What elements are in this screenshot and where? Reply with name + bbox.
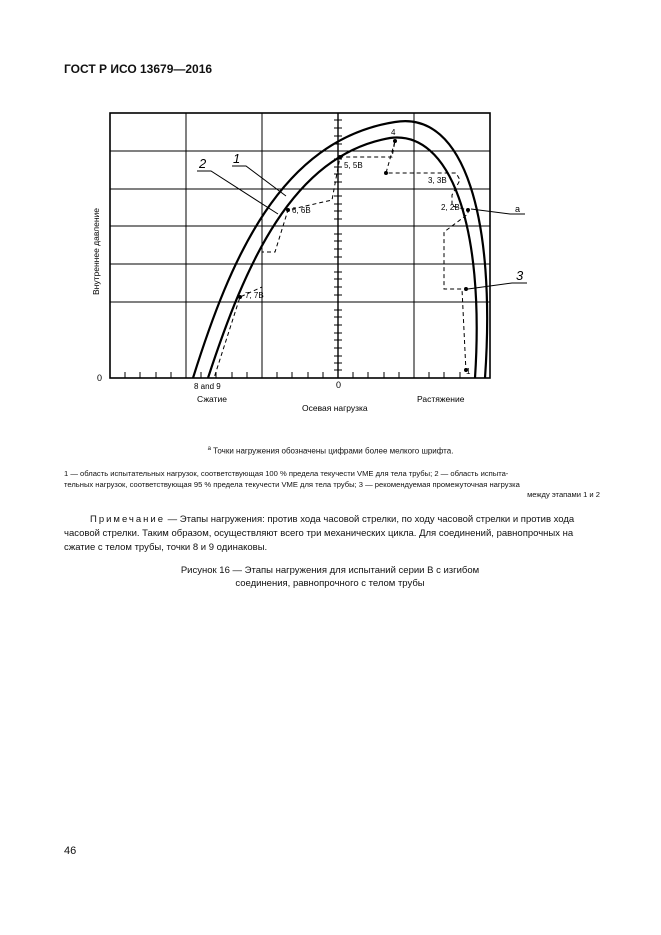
origin-label: 0 xyxy=(336,380,342,390)
legend-line-1: 1 — область испытательных нагрузок, соответствующая 100 % предела текучести VME для тела трубы; 2 — область испыта- xyxy=(64,469,509,478)
axis-ticks xyxy=(110,120,475,378)
curve-label-2: 2 xyxy=(199,156,207,171)
legend-line-2: тельных нагрузок, соответствующая 95 % предела текучести VME для тела трубы; 3 — рекомендуемая промежуточная нагрузка xyxy=(64,479,520,489)
load-envelope-figure xyxy=(0,0,661,440)
curve-2-95-percent-vme xyxy=(208,138,477,378)
point-label-4: 4 xyxy=(391,128,396,137)
point-label-1: 1 xyxy=(466,367,471,376)
point-label-5: 5, 5B xyxy=(344,161,363,170)
x-axis-label: Осевая нагрузка xyxy=(302,403,368,413)
point-label-2: 2, 2B xyxy=(441,203,460,212)
compression-label: Сжатие xyxy=(197,394,227,404)
note-paragraph xyxy=(64,513,600,555)
curve-label-1: 1 xyxy=(233,151,241,166)
document-header: ГОСТ Р ИСО 13679—2016 xyxy=(64,62,213,76)
footnote-a xyxy=(0,446,661,456)
tension-label: Растяжение xyxy=(417,394,465,404)
footnote-mark: a xyxy=(207,446,211,452)
point-label-3: 3, 3B xyxy=(428,176,447,185)
note-label: Примечание xyxy=(90,514,165,525)
point-label-7: 7, 7B xyxy=(245,291,264,300)
curve-label-3: 3 xyxy=(516,268,524,283)
curve-label-a: a xyxy=(515,204,521,214)
y-zero-label: 0 xyxy=(97,373,103,383)
y-axis-label: Внутреннее давление xyxy=(91,207,101,295)
figure-caption xyxy=(150,564,510,590)
caption-line-2: соединения, равнопрочного с телом трубы xyxy=(235,578,425,589)
point-label-8-9: 8 and 9 xyxy=(194,382,221,391)
footnote-text: Точки нагружения обозначены цифрами более мелкого шрифта. xyxy=(213,446,454,456)
point-label-6: 6, 6B xyxy=(292,206,311,215)
figure-legend xyxy=(64,469,600,501)
note-text: — Этапы нагружения: против хода часовой стрелки, по ходу часовой стрелки и против хода часовой стрелки. Таким образом, осуществляют всего три механических цикла. Для соединений, равнопрочных на сжатие с телом трубы, точки 8 и 9 одинаковы. xyxy=(64,514,575,553)
page-number: 46 xyxy=(64,845,77,857)
legend-line-3: между этапами 1 и 2 xyxy=(527,490,600,499)
leader-lines xyxy=(197,166,527,289)
caption-line-1: Рисунок 16 — Этапы нагружения для испытаний серии B с изгибом xyxy=(180,565,480,576)
load-point-markers xyxy=(238,139,470,372)
